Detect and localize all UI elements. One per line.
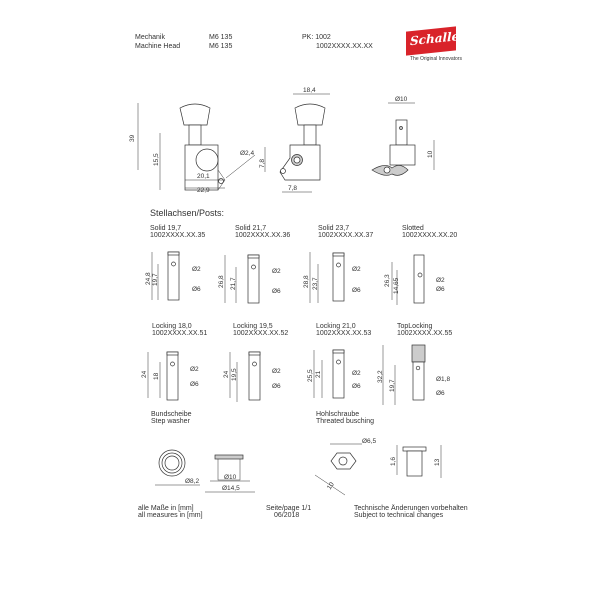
dimension-label: 24 (223, 370, 230, 378)
post-solid-19-7 (145, 252, 201, 300)
dimension-label: 14,65 (393, 277, 400, 294)
post-code: 1002XXXX.XX.52 (233, 330, 289, 337)
posts-title: Stellachsen/Posts: (150, 208, 225, 218)
model-en: M6 135 (209, 43, 233, 50)
dimension-label: Ø2 (192, 266, 201, 273)
post-code: 1002XXXX.XX.37 (318, 232, 374, 239)
dim-height: 39 (129, 134, 136, 142)
post-code: 1002XXXX.XX.53 (316, 330, 372, 337)
dim-width1: 20,1 (197, 173, 210, 180)
dim-top-height: 10 (427, 150, 434, 158)
logo-tagline: The Original Innovators (410, 56, 462, 62)
article-number: 1002XXXX.XX.XX (316, 43, 373, 50)
dim-knob-width: 18,4 (303, 87, 316, 94)
dimension-label: Ø2 (272, 368, 281, 375)
top-view (372, 96, 434, 175)
post-code: 1002XXXX.XX.35 (150, 232, 206, 239)
dimension-label: 23,7 (312, 277, 319, 290)
units-de: alle Maße in [mm] (138, 505, 194, 512)
dim-offset-v: 7,8 (259, 158, 266, 168)
dim-width2: 22,9 (197, 187, 210, 194)
dimension-label: Ø2 (352, 370, 361, 377)
post-name: Solid 19,7 (150, 225, 182, 232)
dimension-label: Ø6 (192, 286, 201, 293)
bushing-title-de: Hohlschraube (316, 411, 360, 418)
dimension-label: 18 (153, 372, 160, 380)
dim-hole: Ø2,4 (240, 150, 255, 157)
post-name: Locking 18,0 (152, 323, 192, 330)
post-name: Solid 21,7 (235, 225, 267, 232)
page-number: Seite/page 1/1 (266, 505, 312, 512)
bushing-flange: 1,6 (390, 456, 397, 466)
post-code: 1002XXXX.XX.36 (235, 232, 291, 239)
dimension-label: Ø1,8 (436, 376, 451, 383)
bushing-hex-d: Ø6,5 (362, 438, 377, 445)
washer-title-en: Step washer (151, 418, 190, 425)
washer-d1: Ø10 (224, 474, 237, 481)
front-view (129, 103, 255, 194)
dimension-label: 25,5 (307, 369, 314, 382)
label-en: Machine Head (135, 43, 181, 50)
post-code: 1002XXXX.XX.20 (402, 232, 458, 239)
dim-diameter: Ø10 (395, 96, 408, 103)
dimension-label: Ø6 (352, 287, 361, 294)
dimension-label: 28,8 (303, 275, 310, 288)
post-code: 1002XXXX.XX.55 (397, 330, 453, 337)
post-toplocking (377, 345, 450, 405)
post-name: TopLocking (397, 323, 433, 330)
bushing-hex-w: 10 (325, 481, 336, 492)
bushing-length: 13 (434, 458, 441, 466)
dimension-label: Ø6 (352, 383, 361, 390)
pk-number: PK: 1002 (302, 34, 331, 41)
washer-inner: Ø8,2 (185, 478, 200, 485)
post-locking-21 (307, 350, 361, 398)
dimension-label: 24 (141, 370, 148, 378)
dimension-label: Ø2 (352, 266, 361, 273)
post-code: 1002XXXX.XX.51 (152, 330, 208, 337)
dimension-label: Ø6 (190, 381, 199, 388)
dimension-label: 26,3 (384, 274, 391, 287)
dimension-label: 32,2 (377, 370, 384, 383)
dimension-label: 26,8 (218, 275, 225, 288)
post-slotted (384, 255, 445, 305)
post-name: Locking 21,0 (316, 323, 356, 330)
model-de: M6 135 (209, 34, 233, 41)
dimension-label: Ø6 (436, 390, 445, 397)
units-en: all measures in [mm] (138, 512, 203, 519)
bushing-title-en: Threated busching (316, 418, 374, 425)
dimension-label: Ø2 (272, 268, 281, 275)
date: 06/2018 (274, 512, 300, 519)
post-solid-23-7 (303, 252, 361, 303)
washer-d2: Ø14,5 (222, 485, 240, 492)
dimension-label: Ø2 (436, 277, 445, 284)
post-name: Locking 19,5 (233, 323, 273, 330)
side-view (259, 87, 330, 192)
dimension-label: 21,7 (230, 277, 237, 290)
dimension-label: 21 (315, 370, 322, 378)
threaded-bushing (315, 438, 441, 495)
dim-offset-h: 7,8 (288, 185, 298, 192)
dimension-label: 24,8 (145, 272, 152, 285)
post-locking-18 (141, 352, 199, 400)
dimension-label: 19,7 (389, 379, 396, 392)
post-locking-19-5 (223, 352, 281, 402)
notice-de: Technische Änderungen vorbehalten (354, 505, 468, 512)
washer-title-de: Bundscheibe (151, 411, 192, 418)
dimension-label: Ø6 (272, 288, 281, 295)
dimension-label: Ø2 (190, 366, 199, 373)
schaller-logo: Schaller (406, 26, 456, 55)
post-name: Solid 23,7 (318, 225, 350, 232)
post-solid-21-7 (218, 255, 281, 303)
dimension-label: Ø6 (436, 286, 445, 293)
notice-en: Subject to technical changes (354, 512, 444, 519)
dimension-label: 19,5 (231, 368, 238, 381)
dimension-label: Ø6 (272, 383, 281, 390)
step-washer (155, 450, 255, 492)
post-name: Slotted (402, 225, 424, 232)
dim-post-height: 15,5 (153, 153, 160, 166)
dimension-label: 19,7 (152, 273, 159, 286)
label-de: Mechanik (135, 34, 165, 41)
